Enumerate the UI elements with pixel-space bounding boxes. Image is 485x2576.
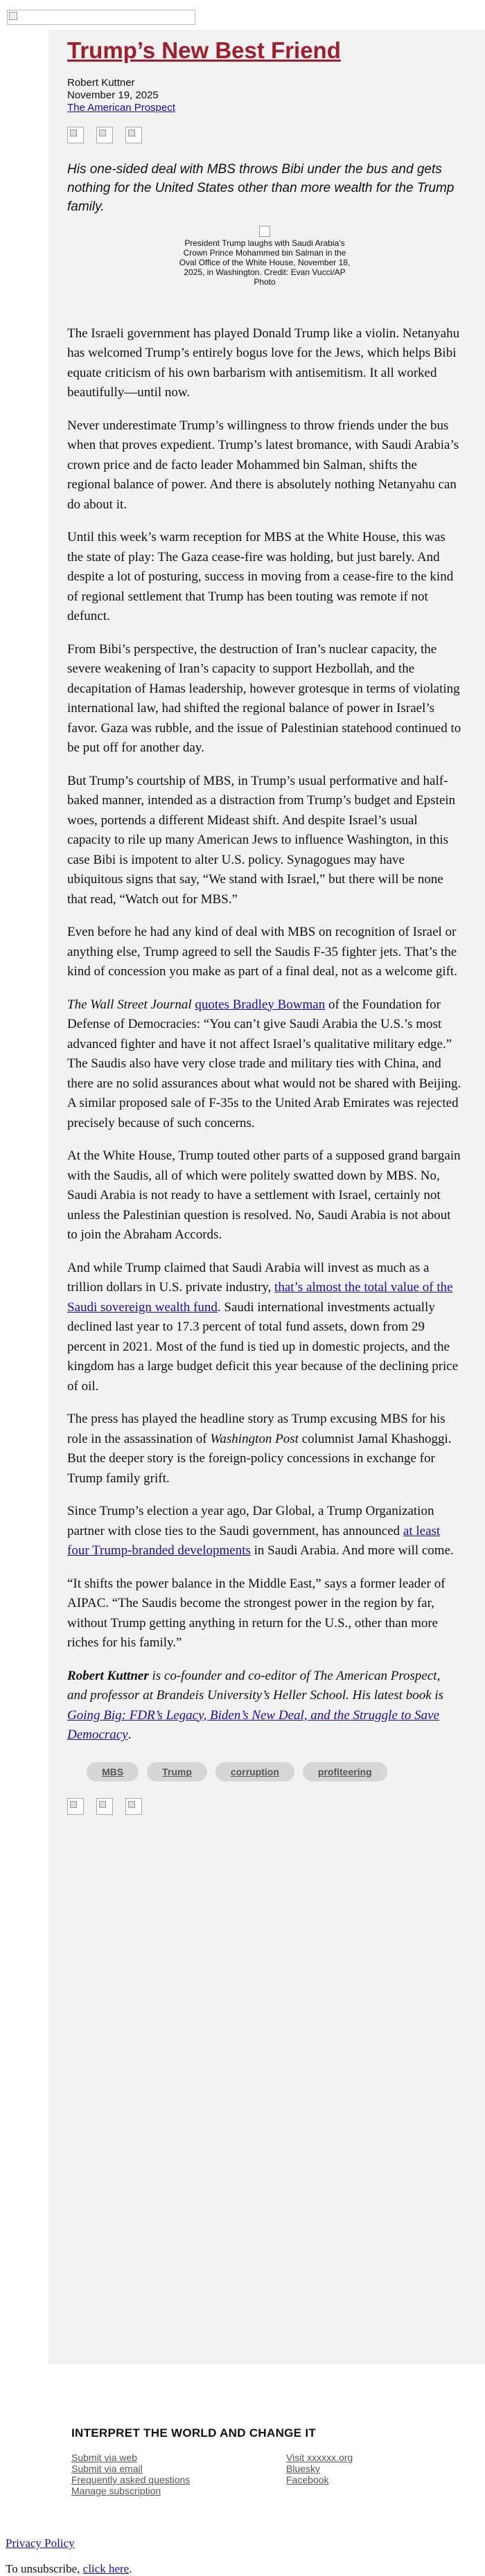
byline bbox=[67, 77, 462, 114]
facebook-share-icon[interactable] bbox=[67, 127, 84, 143]
inline-link[interactable]: at least four Trump-branded developments bbox=[67, 1523, 441, 1558]
book-title: Going Big: FDR’s Legacy, Biden’s New Deal, and the Struggle to Save Democracy bbox=[67, 1707, 440, 1743]
author-bio bbox=[67, 1667, 462, 1746]
bluesky-share-icon[interactable] bbox=[96, 127, 113, 143]
paragraph bbox=[67, 1502, 462, 1561]
source-name: Washington Post bbox=[210, 1431, 299, 1446]
paragraph bbox=[67, 1410, 462, 1489]
footer-link[interactable]: Submit via web bbox=[71, 2452, 137, 2463]
tag-chip[interactable]: Trump bbox=[147, 1762, 207, 1782]
paragraph: Until this week’s warm reception for MBS at the White House, this was the state of play: The Gaza cease-fire was holding, but just barely. And despite a lot of posturing, success in moving from a cease-fire to the kind of regional settlement that Trump has been touting was remote if not defunct. bbox=[67, 530, 454, 624]
paragraph: At the White House, Trump touted other parts of a supposed grand bargain with the Saudis, all of which were politely swatted down by MBS. No, Saudi Arabia is not ready to have a settlement with Israel, certainly not unless the Palestinian question is resolved. No, Saudi Arabia is not about to join the Abraham Accords. bbox=[67, 1148, 461, 1243]
publication-link[interactable]: The American Prospect bbox=[67, 101, 175, 114]
tag-chip[interactable]: corruption bbox=[215, 1762, 294, 1782]
unsubscribe-text: To unsubscribe, bbox=[6, 2562, 83, 2575]
tag-chip[interactable]: profiteering bbox=[303, 1762, 387, 1782]
footer-link[interactable]: Bluesky bbox=[286, 2463, 321, 2474]
article-container bbox=[67, 30, 462, 1816]
bluesky-share-icon[interactable] bbox=[96, 1798, 113, 1815]
footer-link[interactable]: Manage subscription bbox=[71, 2485, 161, 2496]
broken-image-icon bbox=[259, 226, 270, 237]
photo-caption: President Trump laughs with Saudi Arabia’s Crown Prince Mohammed bin Salman in the Oval Office of the White House, November 18, 2025, in Washington. Credit: Evan Vucci/AP Photo bbox=[179, 238, 351, 287]
footer-heading: INTERPRET THE WORLD AND CHANGE IT bbox=[71, 2426, 317, 2440]
footer-link[interactable]: Facebook bbox=[286, 2474, 329, 2485]
unsubscribe-line bbox=[6, 2562, 132, 2576]
footer-link[interactable]: Submit via email bbox=[71, 2463, 143, 2474]
paragraph bbox=[67, 1259, 462, 1397]
unsubscribe-link[interactable]: click here bbox=[82, 2562, 130, 2575]
article-photo bbox=[175, 226, 355, 287]
newsletter-footer bbox=[48, 2426, 485, 2496]
footer-link[interactable]: Frequently asked questions bbox=[71, 2474, 191, 2485]
paragraph: Never underestimate Trump’s willingness to throw friends under the bus when that proves expedient. Trump’s latest bromance, with Saudi Arabia’s crown price and de facto leader Mohammed bin Salman, shifts the regional balance of power. And there is absolutely nothing Netanyahu can do about it. bbox=[67, 418, 459, 512]
email-share-icon[interactable] bbox=[125, 127, 142, 143]
tag-chip[interactable]: MBS bbox=[87, 1762, 139, 1782]
paragraph: But Trump’s courtship of MBS, in Trump’s usual performative and half-baked manner, intended as a distraction from Trump’s budget and Epstein woes, portends a different Mideast shift. And despite Israel’s usual capacity to rile up many American Jews to influence Washington, in this case Bibi is impotent to alter U.S. policy. Synagogues may have ubiquitous signs that say, “We stand with Israel,” but there will be none that read, “Watch out for MBS.” bbox=[67, 773, 456, 907]
article-title[interactable]: Trump’s New Best Friend bbox=[67, 37, 341, 63]
newsletter-logo-image[interactable] bbox=[7, 10, 195, 25]
tag-list bbox=[67, 1762, 433, 1790]
broken-image-icon bbox=[9, 12, 17, 20]
bio-end: . bbox=[127, 1727, 132, 1743]
share-icons-bottom bbox=[67, 1798, 462, 1816]
footer-links-left bbox=[71, 2452, 190, 2496]
email-body bbox=[48, 30, 485, 2496]
paragraph: “It shifts the power balance in the Middle East,” says a former leader of AIPAC. “The Saudis become the strongest power in the region by far, without Trump getting anything in return for the U.S., other than more riches for his family.” bbox=[67, 1576, 446, 1651]
paragraph-text: The press has played the headline story as Trump excusing MBS for his role in the assassination of bbox=[67, 1412, 446, 1446]
article-body bbox=[67, 324, 462, 1746]
paragraph-text: of the Foundation for Defense of Democracies: “You can’t give Saudi Arabia the U.S.’s most advanced fighter and have it not affect Israel’s qualitative military edge.” The Saudis also have very close trade and military ties with China, and there are no solid assurances about what would not be shared with Beijing. A similar proposed sale of F-35s to the United Arab Emirates was rejected precisely because of such concerns. bbox=[67, 997, 461, 1130]
bio-publication: The American Prospect bbox=[313, 1668, 437, 1683]
inline-link[interactable]: that’s almost the total value of the Saudi sovereign wealth fund bbox=[67, 1280, 453, 1315]
paragraph-text: Since Trump’s election a year ago, Dar Global, a Trump Organization partner with close ties to the Saudi government, has announced bbox=[67, 1504, 434, 1538]
paragraph-text: And while Trump claimed that Saudi Arabia will invest as much as a trillion dollars in U.S. private industry, bbox=[67, 1260, 430, 1295]
paragraph: From Bibi’s perspective, the destruction of Iran’s nuclear capacity, the severe weakening of Iran’s capacity to support Hezbollah, and the decapitation of Hamas leadership, however grotesque in terms of violating international law, had shifted the regional balance of power in Israel’s favor. Gaza was rubble, and the issue of Palestinian statehood continued to be put off for another day. bbox=[67, 641, 461, 756]
paragraph: The Israeli government has played Donald Trump like a violin. Netanyahu has welcomed Trump’s entirely bogus love for the Jews, which helps Bibi equate criticism of his own barbarism with antisemitism. It all worked beautifully—until now. bbox=[67, 326, 460, 400]
article-dek: His one-sided deal with MBS throws Bibi under the bus and gets nothing for the United States other than more wealth for the Trump family. bbox=[67, 161, 455, 214]
unsubscribe-end: . bbox=[129, 2562, 132, 2575]
source-name: The Wall Street Journal bbox=[67, 997, 192, 1012]
author-name: Robert Kuttner bbox=[67, 76, 135, 89]
paragraph-text: in Saudi Arabia. And more will come. bbox=[250, 1543, 454, 1558]
share-icons-top bbox=[67, 127, 462, 145]
email-share-icon[interactable] bbox=[125, 1798, 142, 1815]
inline-link[interactable]: quotes Bradley Bowman bbox=[195, 997, 326, 1012]
paragraph-text: columnist Jamal Khashoggi. But the deeper story is the foreign-policy concessions in exchange for Trump family grift. bbox=[67, 1431, 452, 1486]
footer-link[interactable]: Visit xxxxxx.org bbox=[286, 2452, 353, 2463]
paragraph: Even before he had any kind of deal with MBS on recognition of Israel or anything else, Trump agreed to sell the Saudis F-35 fighter jets. That’s the kind of concession you make as part of a final deal, not as a welcome gift. bbox=[67, 925, 457, 979]
privacy-policy-link[interactable]: Privacy Policy bbox=[6, 2537, 75, 2550]
publish-date: November 19, 2025 bbox=[67, 89, 159, 101]
facebook-share-icon[interactable] bbox=[67, 1798, 84, 1815]
book-link[interactable] bbox=[67, 1708, 439, 1743]
email-legal bbox=[6, 2537, 132, 2576]
footer-links-right bbox=[286, 2452, 353, 2485]
paragraph bbox=[67, 995, 462, 1134]
bio-author-name: Robert Kuttner bbox=[67, 1668, 149, 1683]
bio-text: , and professor at Brandeis University’s Heller School. His latest book is bbox=[67, 1668, 444, 1703]
paragraph-text: . Saudi international investments actually declined last year to 17.3 percent of total fund assets, down from 29 percent in 2021. Most of the fund is tied up in domestic projects, and the kingdom has a large budget deficit this year because of the declining price of oil. bbox=[67, 1299, 459, 1394]
bio-text: is co-founder and co-editor of bbox=[148, 1668, 314, 1683]
